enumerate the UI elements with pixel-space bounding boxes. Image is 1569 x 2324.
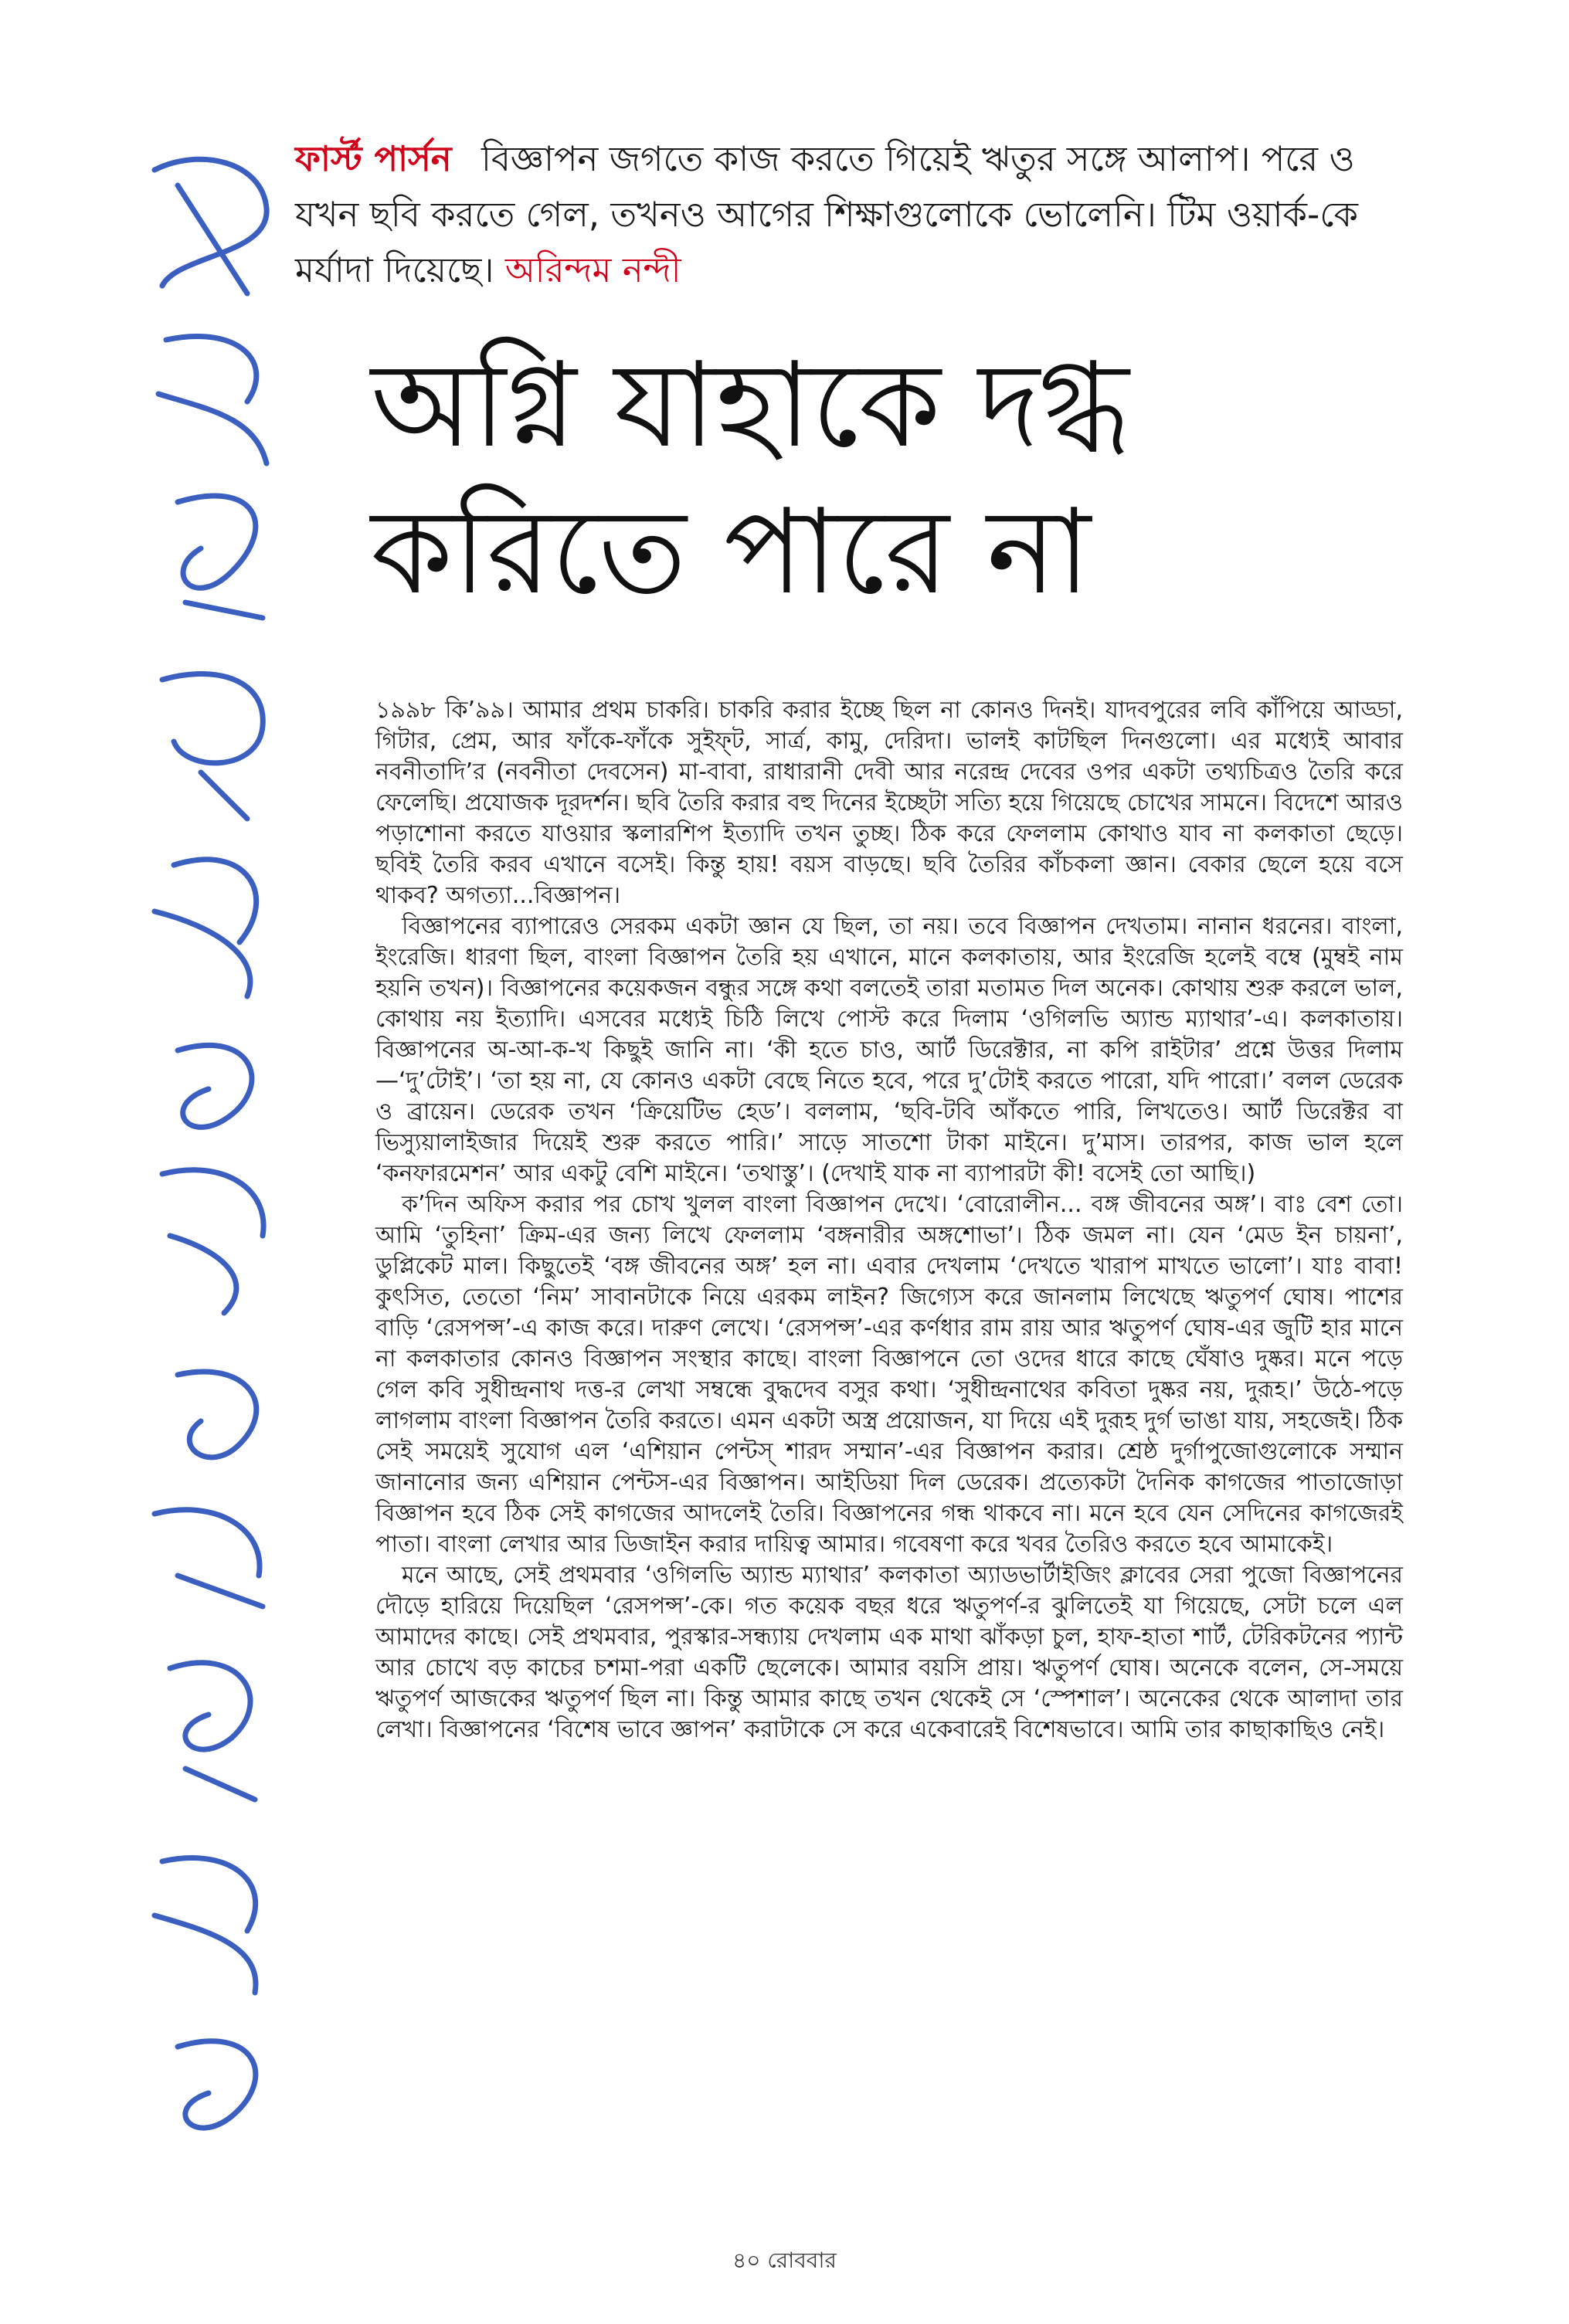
section-kicker: ফার্স্ট পার্সন [295,138,452,179]
author-name: অরিন্দম নন্দী [504,249,681,290]
headline-line-2: করিতে পারে না [371,483,1091,620]
page-title [371,332,1491,626]
article-body [375,695,1403,1746]
article-paragraph: মনে আছে, সেই প্রথমবার ‘ওগিলভি অ্যান্ড ম্যাথার’ কলকাতা অ্যাডভার্টাইজিং ক্লাবের সেরা পুজো বিজ্ঞাপনের দৌড়ে হারিয়ে দিয়েছিল ‘রেসপন্স’-কে। গত কয়েক বছর ধরে ঋতুপর্ণ-র ঝুলিতেই যা গিয়েছে, সেটা চলে এল আমাদের কাছে। সেই প্রথমবার, পুরস্কার-সন্ধ্যায় দেখলাম এক মাথা ঝাঁকড়া চুল, হাফ-হাতা শার্ট, টেরিকটনের প্যান্ট আর চোখে বড় কাচের চশমা-পরা একটি ছেলেকে। আমার বয়সি প্রায়। ঋতুপর্ণ ঘোষ। অনেকে বলেন, সে-সময়ে ঋতুপর্ণ আজকের ঋতুপর্ণ ছিল না। কিন্তু আমার কাছে তখন থেকেই সে ‘স্পেশাল’। অনেকের থেকে আলাদা তার লেখা। বিজ্ঞাপনের ‘বিশেষ ভাবে জ্ঞাপন’ করাটাকে সে করে একেবারেই বিশেষভাবে। আমি তার কাছাকাছিও নেই। [375,1562,1403,1743]
article-paragraph: বিজ্ঞাপনের ব্যাপারেও সেরকম একটা জ্ঞান যে ছিল, তা নয়। তবে বিজ্ঞাপন দেখতাম। নানান ধরনের। বাংলা, ইংরেজি। ধারণা ছিল, বাংলা বিজ্ঞাপন তৈরি হয় এখানে, মানে কলকাতায়, আর ইংরেজি হলেই বম্বে (মুম্বই নাম হয়নি তখন)। বিজ্ঞাপনের কয়েকজন বন্ধুর সঙ্গে কথা বলতেই তারা মতামত দিল অনেক। কোথায় শুরু করলে ভাল, কোথায় নয় ইত্যাদি। এসবের মধ্যেই চিঠি লিখে পোস্ট করে দিলাম ‘ওগিলভি অ্যান্ড ম্যাথার’-এ। কলকাতায়। বিজ্ঞাপনের অ-আ-ক-খ কিছুই জানি না। ‘কী হতে চাও, আর্ট ডিরেক্টার, না কপি রাইটার’ প্রশ্নে উত্তর দিলাম—‘দু’টোই’। ‘তা হয় না, যে কোনও একটা বেছে নিতে হবে, পরে দু’টোই করতে পারো, যদি পারো।’ বলল ডেরেক ও ব্রায়েন। ডেরেক তখন ‘ক্রিয়েটিভ হেড’। বললাম, ‘ছবি-টবি আঁকতে পারি, লিখতেও। আর্ট ডিরেক্টর বা ভিস্যুয়ালাইজার দিয়েই শুরু করতে পারি।’ সাড়ে সাতশো টাকা মাইনে। দু’মাস। তারপর, কাজ ভাল হলে ‘কনফারমেশন’ আর একটু বেশি মাইনে। ‘তথাস্তু’। (দেখাই যাক না ব্যাপারটা কী! বসেই তো আছি।) [375,913,1403,1187]
handwriting-icon [131,139,286,2163]
page-folio: ৪০ রোববার [732,2248,837,2273]
intro-block [295,131,1377,298]
article-paragraph: ১৯৯৮ কি’৯৯। আমার প্রথম চাকরি। চাকরি করার ইচ্ছে ছিল না কোনও দিনই। যাদবপুরের লবি কাঁপিয়ে আড্ডা, গিটার, প্রেম, আর ফাঁকে-ফাঁকে সুইফ্‌ট, সার্ত্র, কামু, দেরিদা। ভালই কাটছিল দিনগুলো। এর মধ্যেই আবার নবনীতাদি’র (নবনীতা দেবসেন) মা-বাবা, রাধারানী দেবী আর নরেন্দ্র দেবের ওপর একটা তথ্যচিত্রও তৈরি করে ফেলেছি। প্রযোজক দূরদর্শন। ছবি তৈরি করার বহু দিনের ইচ্ছেটা সত্যি হয়ে গিয়েছে চোখের সামনে। বিদেশে আরও পড়াশোনা করতে যাওয়ার স্কলারশিপ ইত্যাদি তখন তুচ্ছ। ঠিক করে ফেললাম কোথাও যাব না কলকাতা ছেড়ে। ছবিই তৈরি করব এখানে বসেই। কিন্তু হায়! বয়স বাড়ছে। ছবি তৈরির কাঁচকলা জ্ঞান। বেকার ছেলে হয়ে বসে থাকব? অগত্যা...বিজ্ঞাপন। [375,697,1403,909]
article-paragraph: ক’দিন অফিস করার পর চোখ খুলল বাংলা বিজ্ঞাপন দেখে। ‘বোরোলীন... বঙ্গ জীবনের অঙ্গ’। বাঃ বেশ তো। আমি ‘তুহিনা’ ক্রিম-এর জন্য লিখে ফেললাম ‘বঙ্গনারীর অঙ্গশোভা’। ঠিক জমল না। যেন ‘মেড ইন চায়না’, ডুপ্লিকেট মাল। কিছুতেই ‘বঙ্গ জীবনের অঙ্গ’ হল না। এবার দেখলাম ‘দেখতে খারাপ মাখতে ভালো’। যাঃ বাবা! কুৎসিত, তেতো ‘নিম’ সাবানটাকে নিয়ে এরকম লাইন? জিগ্যেস করে জানলাম লিখেছে ঋতুপর্ণ ঘোষ। পাশের বাড়ি ‘রেসপন্স’-এ কাজ করে। দারুণ লেখে। ‘রেসপন্স’-এর কর্ণধার রাম রায় আর ঋতুপর্ণ ঘোষ-এর জুটি হার মানে না কলকাতার কোনও বিজ্ঞাপন সংস্থার কাছে। বাংলা বিজ্ঞাপনে তো ওদের ধারে কাছে ঘেঁষাও দুষ্কর। মনে পড়ে গেল কবি সুধীন্দ্রনাথ দত্ত-র লেখা সম্বন্ধে বুদ্ধদেব বসুর কথা। ‘সুধীন্দ্রনাথের কবিতা দুষ্কর নয়, দুরূহ।’ উঠে-পড়ে লাগলাম বাংলা বিজ্ঞাপন তৈরি করতে। এমন একটা অস্ত্র প্রয়োজন, যা দিয়ে এই দুরূহ দুর্গ ভাঙা যায়, সহজেই। ঠিক সেই সময়েই সুযোগ এল ‘এশিয়ান পেন্টস্ শারদ সম্মান’-এর বিজ্ঞাপন করার। শ্রেষ্ঠ দুর্গাপুজোগুলোকে সম্মান জানানোর জন্য এশিয়ান পেন্টস-এর বিজ্ঞাপন। আইডিয়া দিল ডেরেক। প্রত্যেকটা দৈনিক কাগজের পাতাজোড়া বিজ্ঞাপন হবে ঠিক সেই কাগজের আদলেই তৈরি। বিজ্ঞাপনের গন্ধ থাকবে না। মনে হবে যেন সেদিনের কাগজেরই পাতা। বাংলা লেখার আর ডিজাইন করার দায়িত্ব আমার। গবেষণা করে খবর তৈরিও করতে হবে আমাকেই। [375,1191,1403,1558]
intro-text: বিজ্ঞাপন জগতে কাজ করতে গিয়েই ঋতুর সঙ্গে আলাপ। পরে ও যখন ছবি করতে গেল, তখনও আগের শিক্ষাগুলোকে ভোলেনি। টিম ওয়ার্ক-কে মর্যাদা দিয়েছে। [295,138,1358,290]
handwritten-inscription [131,139,286,2163]
headline-line-1: অগ্নি যাহাকে দগ্ধ [371,337,1129,473]
